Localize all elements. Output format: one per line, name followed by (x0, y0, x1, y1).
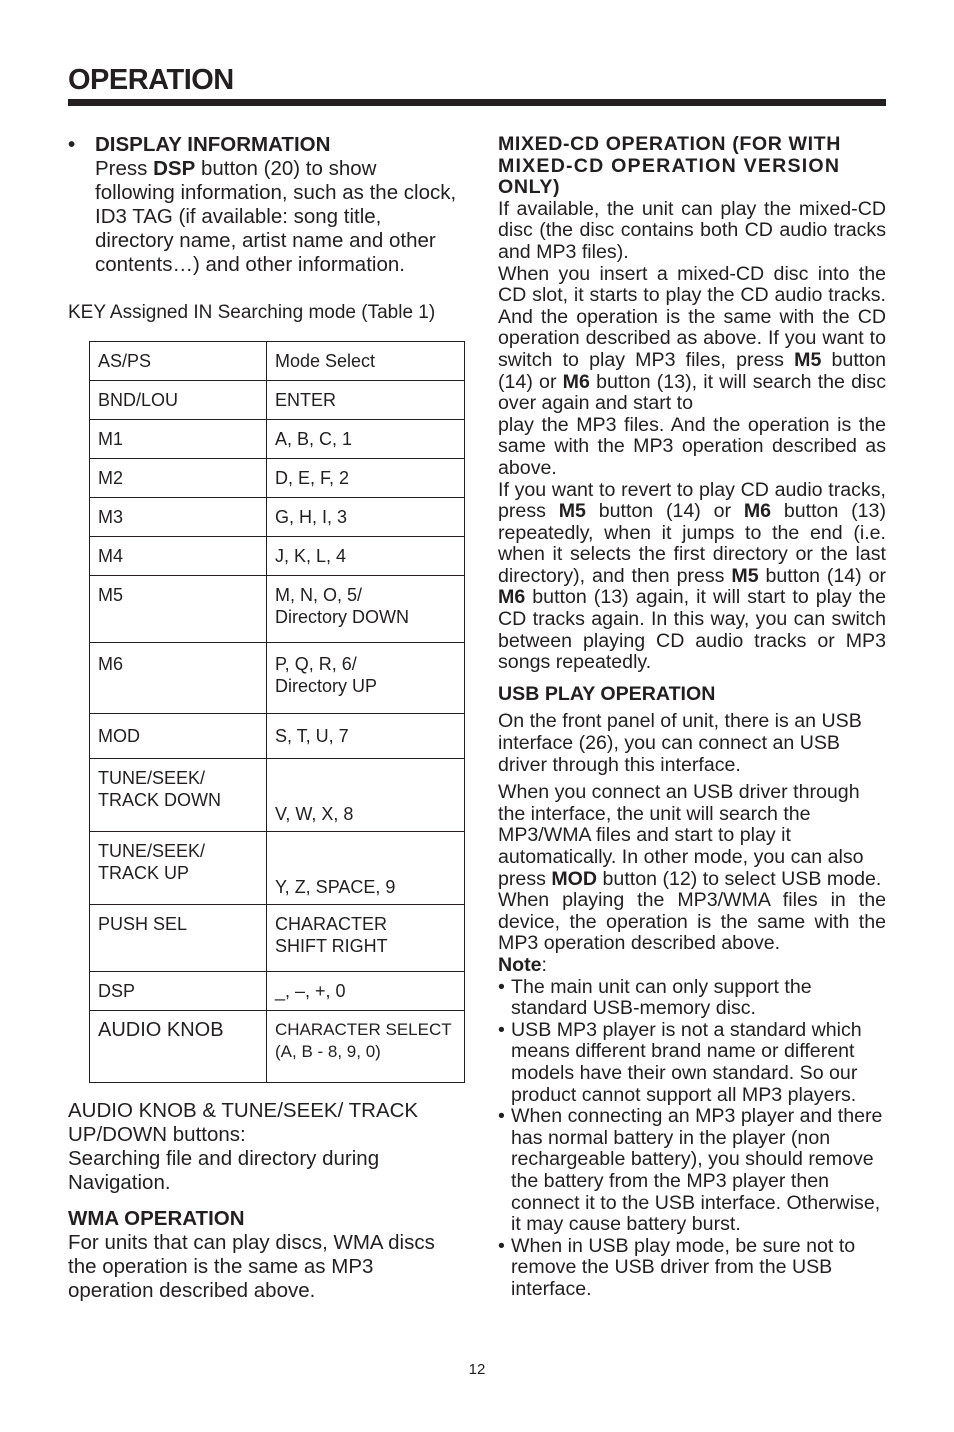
text-run: When you insert a mixed-CD disc into the CD slot, it starts to play the CD audio tracks. And the operation is the same with the CD operation described as above. If you want to switch to play MP3 files, press (498, 262, 886, 371)
key-cell (90, 759, 267, 832)
value-cell: Y, Z, SPACE, 9 (267, 832, 465, 905)
usb-text-1: On the front panel of unit, there is an USB interface (26), you can connect an USB driver through this interface. (498, 710, 862, 776)
note-label (498, 955, 886, 977)
table-row (90, 714, 465, 759)
key-line: TUNE/SEEK/ (98, 768, 206, 788)
text-bold: M5 (731, 564, 759, 587)
value-line: M, N, O, 5/ (275, 585, 363, 605)
wma-heading: WMA OPERATION (68, 1207, 245, 1230)
value-cell: _, –, +, 0 (267, 972, 465, 1011)
page-number: 12 (468, 1361, 486, 1378)
header-rule (68, 99, 886, 106)
note-colon: : (541, 953, 547, 976)
mixed-cd-text-3: play the MP3 files. And the operation is the same with the MP3 operation described as above. (498, 413, 886, 479)
value-line: CHARACTER SELECT (275, 1020, 452, 1039)
note-item (498, 977, 886, 1020)
wma-text: For units that can play discs, WMA discs the operation is the same as MP3 operation described above. (68, 1231, 435, 1302)
key-cell: M5 (90, 576, 267, 643)
heading-line: MIXED-CD OPERATION VERSION (498, 154, 841, 177)
key-cell: M4 (90, 537, 267, 576)
key-cell: PUSH SEL (90, 905, 267, 972)
text-bold: M5 (558, 500, 586, 523)
table-row (90, 576, 465, 643)
key-cell: MOD (90, 714, 267, 759)
value-cell: Mode Select (267, 342, 465, 381)
text-bold: M6 (743, 500, 772, 523)
display-info-text (95, 157, 460, 277)
heading-line: MIXED-CD OPERATION (FOR WITH (498, 133, 841, 155)
value-line: SHIFT RIGHT (275, 936, 388, 956)
text-bold: DSP (153, 157, 196, 180)
text-run: button (14) or (498, 348, 887, 393)
key-cell: AUDIO KNOB (90, 1011, 267, 1083)
display-info-block (68, 133, 460, 277)
text-run: button (13), it will search the disc over again and start to (498, 370, 886, 415)
text-run: If you want to revert to play CD audio tracks, press (498, 478, 886, 523)
table-row (90, 972, 465, 1011)
table-row (90, 905, 465, 972)
value-line: Directory UP (275, 676, 378, 696)
table-row (90, 1011, 465, 1083)
usb-heading: USB PLAY OPERATION (498, 682, 716, 705)
value-cell (267, 643, 465, 714)
bullet-icon: • (498, 1018, 505, 1041)
value-line: P, Q, R, 6/ (275, 654, 357, 674)
value-line: CHARACTER (275, 914, 388, 934)
text-run: button (13) again, it will start to play the CD tracks again. In this way, you can switch between playing CD audio tracks or MP3 songs repeatedly. (498, 586, 886, 674)
text-bold: MOD (551, 867, 598, 890)
key-cell: M3 (90, 498, 267, 537)
text-run: button (12) to select USB mode. (597, 867, 882, 890)
table-row (90, 498, 465, 537)
value-cell: ENTER (267, 381, 465, 420)
key-cell: BND/LOU (90, 381, 267, 420)
text-bold: M6 (498, 586, 526, 609)
bullet-icon: • (498, 975, 505, 998)
heading-line: ONLY) (498, 176, 561, 199)
key-cell (90, 832, 267, 905)
table-row (90, 832, 465, 905)
usb-text-3: When playing the MP3/WMA files in the device, the operation is the same with the MP3 operation described above. (498, 889, 886, 955)
mixed-cd-text-4 (498, 480, 886, 674)
note-item (498, 1106, 886, 1236)
note-label-text: Note (498, 953, 542, 976)
text-run: Press (95, 157, 154, 180)
display-info-heading: DISPLAY INFORMATION (95, 133, 331, 156)
table-row (90, 420, 465, 459)
text-bold: M6 (562, 370, 590, 393)
key-cell: DSP (90, 972, 267, 1011)
table-row (90, 537, 465, 576)
value-cell: D, E, F, 2 (267, 459, 465, 498)
key-cell: M6 (90, 643, 267, 714)
text-run: button (13) repeatedly, when it jumps to the end (i.e. when it selects the first directory or the last directory), and then press (498, 500, 886, 587)
table-caption: KEY Assigned IN Searching mode (Table 1) (68, 302, 436, 323)
bullet-icon: • (498, 1105, 505, 1128)
value-cell (267, 1011, 465, 1083)
after-table-text (68, 1099, 460, 1195)
text-run: button (20) to show following information, such as the clock, ID3 TAG (if available: song title, directory name, artist name and other contents…) and other information. (95, 157, 457, 276)
note-item (498, 1236, 886, 1301)
note-text: When connecting an MP3 player and there has normal battery in the player (non rechargeable battery), you should remove the battery from the MP3 player then connect it to the USB interface. Otherwise, it may cause battery burst. (511, 1105, 883, 1236)
table-row (90, 342, 465, 381)
text-run: When you connect an USB driver through the interface, the unit will search the MP3/WMA files and start to play it automatically. In other mode, you can also press (498, 781, 864, 890)
note-text: When in USB play mode, be sure not to remove the USB driver from the USB interface. (511, 1234, 856, 1300)
value-cell: G, H, I, 3 (267, 498, 465, 537)
key-cell: M2 (90, 459, 267, 498)
value-line: (A, B - 8, 9, 0) (275, 1042, 381, 1061)
table-row (90, 459, 465, 498)
key-table (89, 341, 465, 1083)
key-line: TRACK UP (98, 863, 190, 883)
wma-section (68, 1207, 460, 1303)
table-row (90, 381, 465, 420)
right-column (498, 134, 886, 1300)
value-line: Directory DOWN (275, 607, 409, 627)
table-row (90, 759, 465, 832)
value-cell: A, B, C, 1 (267, 420, 465, 459)
note-item (498, 1020, 886, 1106)
text-run: button (14) or (758, 564, 886, 587)
key-line: TUNE/SEEK/ (98, 841, 206, 861)
after-table-line: Searching file and directory during Navigation. (68, 1147, 380, 1194)
usb-text-2 (498, 782, 886, 890)
bullet-icon: • (68, 133, 76, 156)
value-cell (267, 576, 465, 643)
mixed-cd-text-2 (498, 264, 886, 415)
after-table-line: AUDIO KNOB & TUNE/SEEK/ TRACK UP/DOWN buttons: (68, 1099, 419, 1146)
table-row (90, 643, 465, 714)
key-cell: AS/PS (90, 342, 267, 381)
text-run: button (14) or (585, 500, 744, 523)
note-text: The main unit can only support the standard USB-memory disc. (511, 975, 812, 1020)
note-text: USB MP3 player is not a standard which means different brand name or different models have their own standard. So our product cannot support all MP3 players. (511, 1018, 862, 1106)
value-cell: J, K, L, 4 (267, 537, 465, 576)
mixed-cd-heading (498, 134, 886, 199)
page-title: OPERATION (68, 64, 234, 96)
key-cell: M1 (90, 420, 267, 459)
left-column (68, 133, 460, 1303)
value-cell (267, 905, 465, 972)
value-cell: S, T, U, 7 (267, 714, 465, 759)
mixed-cd-text-1: If available, the unit can play the mixed-CD disc (the disc contains both CD audio tracks and MP3 files). (498, 197, 886, 263)
key-line: TRACK DOWN (98, 790, 221, 810)
text-bold: M5 (794, 348, 822, 371)
bullet-icon: • (498, 1234, 505, 1257)
value-cell: V, W, X, 8 (267, 759, 465, 832)
